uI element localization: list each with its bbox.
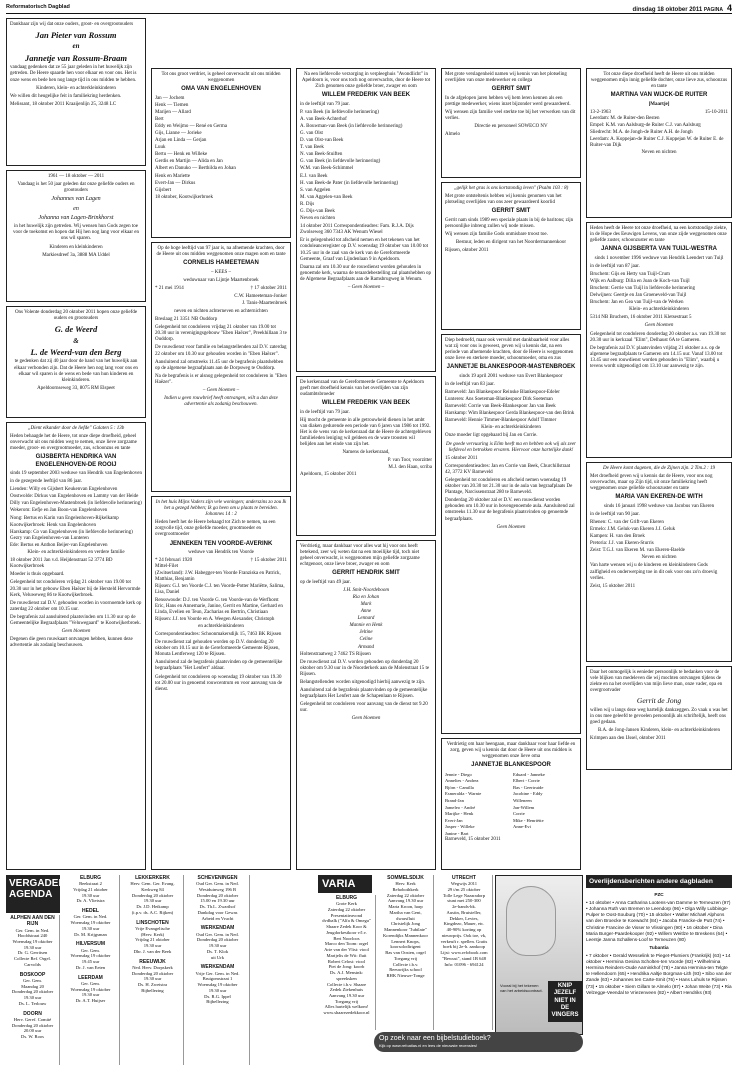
- agenda-place: WERKENDAM: [200, 964, 235, 971]
- agenda-place: HEDEL: [82, 908, 99, 915]
- list-item: Corrie: [513, 811, 525, 817]
- list-item: G. Dijs-van Beek: [300, 209, 335, 214]
- notice-ten-voorde: In het huis Mijns Vaders zijn vele woningen; anderszins zo zou Ik het u gezegd hebben; Ik ga heen om u plaats te bereiden. Johannes 14 : 2 Heden heeft het de Heere behaagd tot Zich te nemen, na een zorgvolle tijd, onze geliefde moeder, grootmoeder en overgrootmoeder JENNEKEN TEN VOORDE-AVERINK weduwe van Hendrik ten Voorde * 24 februari 1920 † 15 oktober 2011 Mittel-Filet (Zwitserland): J.W. Habegger-ten Voorde Franziska en Patrick, Matthias, Benjamin Rijssen: G.J. ten Voorde C.J. ten Voorde-Potter Mariëtte, Salima, Lisa, Daniel Rensswoude: D.J. ten Voorde G. ten Voorde-van de Werfhorst Eric, Hans en Annemarie, Janine, Gerrit en Martine, Gerhard en Linda, Evelien en Teun, Zacharias en Bertrin, Christiaan Rijssen: J.J. ten Voorde en A. Weegen Alexander, Christoph en achterkleinkinderen Correspondentieadres: Schoonmakersdijk 15, 7463 BK Rijssen De rouwdienst zal gehouden worden op D.V. donderdag 20 oktober om 10.15 uur in de Gereformeerde Gemeente Rijssen, Monuta Lentferweg 120 te Rijssen. Aansluitend zal de begrafenis plaatsvinden op de gemeentelijke begraafplaats "Het Lenfert" aldaar. Gelegenheid tot condoleren op woensdag 19 oktober van 19.30 tot 20.00 uur in genoemd rouwcentrum en voor aanvang van de dienst.: [151, 496, 291, 870]
- list-item: Bruchem: Gijs en Hetty van Tuijl-Crum: [590, 271, 670, 277]
- varia-column: UTRECHT Wegwijs 2011 29 t/m 25 oktober Tolle Lege Nazaradorp stunt met 250-300 2e-hands-bk. Austin, Bruisteller, Dekker, Levies, Kingdezo, Mauer, etc. 40-90% korting op nieuwprijs. Ook toe, vk, verkeuft r. spellen. Gratis boek bij 2e-h. aankoop Lijst: www.refobook.com "Bewust", stand 1B 648 Info: 01096 - 694124: [436, 875, 493, 1030]
- list-item: J. Tanis-Maartenbroek: [242, 300, 287, 306]
- notice-hameeteman: Op de hoge leeftijd van 97 jaar is, na afnemende krachten, door de Heere uit ons midden weggenomen onze magen oom en tante CORNELIS HAMEETEMAN – KEES – weduwnaar van Lijntje Maartenbroek * 21 mei 1914 † 17 oktober 2011 C.W. Hameeteman-Jonker J. Tanis-Maartenbroek neven en nichten achterneven en achternichten Breslaag 21 3351 NB Ouddorp Gelegenheid tot condoleren vrijdag 21 oktober van 19.00 tot 20.30 uur in verenigingsgebouw "Eben Haëzer", Preekhillaan 3 te Ouddorp. De rouwdienst voor familie en belangstellenden zal D.V. zaterdag 22 oktober om 10.30 uur gehouden worden in "Eben Haëzer". Aansluitend zal omstreeks 11.45 uur de begrafenis plaatshebben op de algemene begraafplaats aan de Dorpsweg te Ouddorp. Na de begrafenis is er alsnog gelegenheid tot condoleren in "Eben Haëzer". – Geen bloemen – Indien u geen rouwbrief heeft ontvangen, wilt u dan deze advertentie als zodanig beschouwen.: [151, 242, 291, 492]
- list-item: (Zwitserland): J.W. Habegger-ten Voorde Franziska en Patrick, Matthias, Benjamin: [155, 571, 281, 583]
- ad-slogan: KNIP JEZELF NIET IN DE VINGERS: [548, 981, 582, 1022]
- list-item: Lennard: [357, 616, 375, 622]
- list-item: Wijk en Aalburg: Dilia en Joan de Koch-van Tuijl: [590, 278, 690, 284]
- list-item: Rijssen: J.J. ten Voorde en A. Weegen Alexander, Christoph: [155, 616, 275, 622]
- agenda-place: BOSKOOP: [19, 971, 46, 978]
- list-item: Leerdam: M. de Ruiter-den Besten: [590, 115, 660, 121]
- list-item: Jameleo - André: [445, 804, 476, 810]
- paper-name: Reformatorisch Dagblad: [6, 4, 70, 10]
- list-item: Bas - Geertruide: [513, 784, 544, 790]
- list-item: Willeneen: [513, 797, 532, 803]
- agenda-place: LEERDAM: [78, 974, 103, 981]
- list-item: H. van Beek-de Pater (in liefdevolle herinnering): [300, 180, 399, 186]
- list-item: J.H. Smit-Noordeboom: [342, 587, 390, 593]
- list-item: N. van Beek-Stuiften: [300, 152, 343, 158]
- notice-smit-soweco: Met grote verslagenheid namen wij kennis van het plotseling overlijden van onze medewerker en collega GERRIT SMIT In de afgelopen jaren hebben wij hem leren kennen als een prettige medewerker, wiens inzet bijzonder werd gewaardeerd. Wij wensen zijn familie veel sterkte toe bij het verwerken van dit verlies. Directie en personeel SOWECO NV Almelo: [441, 68, 581, 178]
- agenda-column: SCHEVENINGEN Oud Ger. Gem. in Ned. Westduinweg 196 B Donderdag 20 oktober 15.00 en 19.30 uur Ds. Th.L. Zwarthof Dankdag voor Gewas Arbeid en Vrucht WERKENDAM Oud Ger. Gem. in Ned. Donderdag 20 oktober 19.30 uur Ds. T. Klok uit Urk WERKENDAM Vrije Ger. Gem. in Ned. Bruigomstraat 1 Woensdag 19 oktober 19.30 uur Ds. R.G. Ippel Bijbellezing: [186, 875, 250, 1065]
- list-item: Lunteren: Ans Soeteman-Blankespoor Dirk Soeteman: [445, 396, 553, 402]
- page-number: 4: [726, 3, 732, 13]
- notice-van-lagen: 1961 — 18 oktober — 2011 Vandaag is het 50 jaar geleden dat onze geliefde ouders en grootouders Johannes van Lagen en Johanna van Lagen-Brinkhorst in het huwelijk zijn getreden. Wij wensen hun Gods zegen toe voor de toekomst en hopen dat Hij hen nog lang voor elkaar en ons wil sparen. Kinderen en kleinkinderen Markiesdreef 3a, 3888 MA Uddel: [6, 170, 146, 302]
- list-item: T. van Beek: [300, 145, 324, 151]
- list-item: G. van Beek (in liefdevolle herinnering): [300, 159, 381, 165]
- notice-van-beek-family: Na een liefdevolle verzorging in verpleeghuis "Avondlicht" in Apeldoorn is, voor ons toch nog onverwachts, door de Heere tot Zich genomen onze geliefde broer, zwager en oom WILLEM FREDERIK VAN BEEK in de leeftijd van 79 jaar. P. van Beek (in liefdevolle herinnering) A. van Beek-Achterhof A. Bouwman-van Beek (in liefdevolle herinnering) G. van Olst D. van Olst-van Beek T. van Beek N. van Beek-Stuiften G. van Beek (in liefdevolle herinnering) W.M. van Beek-Schimmel E.J. van Beek H. van Beek-de Pater (in liefdevolle herinnering) S. van Aggelen M. van Aggelen-van Beek R. Dijs G. Dijs-van Beek Neven en nichten 14 oktober 2011 Correspondentieadres: Fam. R.J.A. Dijs Zwolseweg 360 7343 AK Wenum Wiesel Er is gelegenheid tot afscheid nemen en het tekenen van het condoleanceregister op D.V. woensdag 19 oktober van 10.00 tot 10.25 uur in de zaal van de kerk van de Gereformeerde Gemeente, Graaf van Lijndenlaan 9 in Apeldoorn. Daarna zal om 10.30 uur de rouwdienst worden gehouden in genoemde kerk, waarna de teraardebestelling zal plaatshebben op de Algemene Begraafplaats aan de Ramsbrugweg in Wenum. – Geen bloemen –: [296, 68, 436, 372]
- list-item: E.J. van Beek: [300, 173, 328, 179]
- list-item: Jacobine - Eddy: [513, 791, 543, 797]
- list-item: Anne: [360, 609, 372, 615]
- list-item: Arjan en Linda — Gerjan: [155, 138, 207, 144]
- list-item: Gerdis en Martijn — Alida en Jan: [155, 159, 223, 165]
- list-item: A. van Beek-Achterhof: [300, 116, 347, 122]
- notice-smit-koor: „gelijk het gras is ons kortstondig leven" (Psalm 103 : 8) Met grote ontsteltenis hebben wij kennis genomen van het plotseling overlijden van ons zeer gewaardeerd koorlid GERRIT SMIT Gerrit nam sinds 1989 een speciale plaats in bij de baritons; zijn persoonlijke inbreng zullen wij node missen. Wij wensen zijn familie Gods onmisbare troost toe. Bestuur, leden en dirigent van het Noordermannenkoor Rijssen, oktober 2011: [441, 182, 581, 330]
- list-item: Gijsbert: [155, 187, 172, 193]
- list-item: P. van Toor, voorzitter: [387, 458, 432, 464]
- list-item: Leerdam: A. Koppejan-de Ruiter C.J. Koppejan W. de Ruiter E. de Ruiter-van Dijk: [590, 137, 724, 149]
- list-item: M.J. den Haan, scriba: [388, 465, 432, 471]
- agenda-column: LEKKERKERK Herv. Gem. Ger. Evang. Kerkweg 84 Donderdag 20 oktober 19.30 uur Dr. J.D. Heikamp (i.p.v. ds. A.C. Rijken) LINSCHOTEN Vrije Evangelische (Herv. Kerk) Vrijdag 21 oktober 19.30 uur Dhr. J. van der Beek REEUWIJK Ned. Herv. Dorpskerk Donderdag 20 oktober 19.30 uur Ds. H. Zweistra Bijbellezing: [122, 875, 184, 1065]
- list-item: Jan — Jochem: [155, 95, 185, 101]
- list-item: Albert en Danuko — Berthilda en Johan: [155, 166, 236, 172]
- notice-van-ekeren: De Heere komt dagenen, die de Zijnen zijn. 2 Tim.2 : 19 Met droefheid geven wij u kennis dat de Heere, voor ons nog onverwachts, maar op Zijn tijd, uit onze familiekring heeft weggenomen onze geliefde schoonzuster en tante MARIA VAN EKEREN-DE WITH sinds 16 januari 1998 weduwe van Jacobus van Ekeren in de leeftijd van 90 jaar. Rhenen: C. van der Grift-van Ekeren Ermelo: J.M. Geluk-van Ekeren J.J. Geluk Kampen: H. van den Broek Pretoria: J.J. van Ekeren-Sturris Zeist: T.G.J. van Ekeren M. van Ekeren-Baelde Neven en nichten Van harte wensen wij u de kinderen en kleinkinderen Gods zalfigheid en onderwerping toe in dit ook voor ons zo'n droevig verlies. Zeist, 15 oktober 2011: [586, 462, 732, 662]
- list-item: Ermelo: J.M. Geluk-van Ekeren J.J. Geluk: [590, 526, 676, 532]
- list-item: Oostwolde: Dirkus van Engelenhoven en Lammy van der Heide: [10, 494, 139, 500]
- agenda-title: VERGADER- AGENDA: [6, 875, 60, 913]
- list-item: Marijke - Henk: [445, 811, 474, 817]
- agenda-place: LEKKERKERK: [135, 875, 170, 881]
- bijbelstudie-banner[interactable]: Op zoek naar een bijbelstudieboek? Kijk op www.refoatlas.nl en lees de nieuwste recensies!: [374, 1032, 583, 1052]
- list-item: Luuk: [155, 145, 166, 151]
- list-item: Kampen: H. van den Broek: [590, 534, 645, 540]
- notice-blankespoor-grandkids: Verdrietig om haar heengaan, maar dankbaar voor haar liefde en zorg, geven wij u kennis dat door de Heere uit ons midden is weggenomen onze lieve oma JANNETJE BLANKESPOOR Jennie - Diego Annelies - Andrea Björn - Camilla Esmeralda - Warnie Brand-Jan Jameleo - André Marijke - Henk Evert-Jan Jasper - Willeke Janine - Bart Eduard - Janneke Elbert - Corrie Bas - Geertruide Jacobine - Eddy Willeneen Jan-Willem Corrie Mike - Henriëtte Anne-Evi Barneveld, 15 oktober 2011: [441, 738, 581, 870]
- list-item: Celine: [359, 637, 373, 643]
- agenda-place: DOORN: [23, 1010, 42, 1017]
- list-item: Lienden: Willy en Gijsbert Keukenvan Engelenhoven: [10, 487, 118, 493]
- list-item: Gijs, Lianne — Jorieke: [155, 130, 202, 136]
- agenda-place: LINSCHOTEN: [136, 919, 169, 926]
- list-item: Bruchem: Gerrie van Tuijl in liefdevolle herinnering: [590, 285, 695, 291]
- list-item: Zeist: T.G.J. van Ekeren M. van Ekeren-Baelde: [590, 548, 685, 554]
- notice-van-wijck: Tot onze diepe droefheid heeft de Heere uit ons midden weggenomen mijn innig geliefde dochter, onze lieve zus, schoonzus en tante MARTINA VAN WIJCK-DE RUITER [Maartje] 13-2-1963 15-10-2011 Leerdam: M. de Ruiter-den Besten Empel: K.M. van Aalsburg-de Ruiter C.J. van Aalsburg Sliedrecht: M.A. de Jongh-de Ruiter A.H. de Jongh Leerdam: A. Koppejan-de Ruiter C.J. Koppejan W. de Ruiter E. de Ruiter-van Dijk Neven en nichten: [586, 68, 732, 218]
- list-item: A. Bouwman-van Beek (in liefdevolle herinnering): [300, 123, 403, 129]
- notice-de-jong-thanks: Daar het onmogelijk is eenieder persoonlijk te bedanken voor de vele blijken van medeleven die wij mochten ontvangen tijdens de ziekte en na het overlijden van mijn lieve man, onze vader, opa en overgrootvader Gerrit de Jong willen wij u langs deze weg hartelijk dankzeggen. Zo vaak u was het in ons mee geleefd te gevoelen persoonlijk als schriftelijk, heeft ons goed gedaan. B.A. de Jong-Jansen Kinderen, klein- en achterkleinkinderen Krimpen aan den IJssel, oktober 2011: [586, 666, 732, 770]
- varia-column: SOMMELSDIJK Herv. Kerk Rehobothkerk Zaterdag 22 oktober Aanvang 19.30 uur Marta Kroon, harp Martha van Gent, dwarsfluit Christelijk Jong Mannenkoor "Jubilate" Korendijks Mannenkoor Lennert Knops, koorsolodirigent Bas van Oosten, orgel Toegang vrij Collecte i.b.v. Reeuwijks school RHK Nieuwe-Tonge: [378, 875, 434, 1030]
- list-item: Anne-Evi: [513, 824, 531, 830]
- list-item: Eduard - Janneke: [513, 771, 545, 777]
- page-header: [6, 3, 732, 14]
- list-item: Marijen — Allard: [155, 109, 191, 115]
- list-item: Jennie - Diego: [445, 771, 472, 777]
- list-item: Mittel-Filet: [155, 564, 179, 570]
- list-item: Dilly van Engelenhoven-Mastenbroek (in liefdevolle herinnering): [10, 501, 142, 507]
- list-item: Brand-Jan: [445, 797, 464, 803]
- list-item: Pretoria: J.J. van Ekeren-Sturris: [590, 541, 654, 547]
- agenda-column: ALPHEN AAN DEN RIJN Ger. Gem. in Ned. Hoofdstraat 240 Woensdag 19 oktober 19.30 uur Dr. G. Gerritsen Collecte Ref. Orgel. Carvolds BOSKOOP Ger. Gem. Maandag 20 Donderdag 20 oktober 19.30 uur Ds. L. Terlouw DOORN Herv. Geref. Comité Donderdag 20 oktober 20.00 uur Ds. W. Roos: [6, 915, 60, 1065]
- list-item: Elbert - Corrie: [513, 778, 540, 784]
- overlijden-title: Overlijdensberichten andere dagbladen: [586, 875, 732, 888]
- list-item: Mark: [360, 601, 372, 607]
- notice-van-tuijl: Heden heeft de Heere tot onze droefheid, na een kortstondige ziekte, in de Hope des Eeuwigen Levens, van onze zijde weggenomen onze geliefde zuster, schoonzuster en tante JANNA GIJSBERTA VAN TUIJL-WESTRA sinds 1 november 1996 weduwe van Hendrik Leendert van Tuijl in de leeftijd van 87 jaar. Bruchem: Gijs en Hetty van Tuijl-Crum Wijk en Aalburg: Dilia en Joan de Koch-van Tuijl Bruchem: Gerrie van Tuijl in liefdevolle herinnering Delwijnen: Geertje en Jan Groeneveld-van Tuijl Bruchem: Jan en Gea van Tuijl-van de Werken Klein- en achterkleinkinderen 5314 NB Bruchem, 16 oktober 2011 Kletsestraat 5 Geen bloemen Gelegenheid tot condoleren donderdag 20 oktober a.s. van 19.30 tot 20.30 uur in kerkzaal "Elim", Delhaust 6A te Gameren. De begrafenis zal D.V. plaatsvinden vrijdag 21 oktober a.s. op de algemene begraafplaats te Gameren om 14.15 uur. Vanaf 13.00 tot 13.45 uur een rouwdienst worden gehouden in "Elim", waarbij u tevens wordt uitgenodigd om 13.10 uur aanwezig te zijn.: [586, 222, 732, 458]
- list-item: Bruchem: Jan en Gea van Tuijl-van de Werken: [590, 300, 684, 306]
- list-item: Eddy en Weijmo — René en Germa: [155, 123, 227, 129]
- varia-column: ELBURG Grote Kerk Zaterdag 22 oktober Presentatieavond dvdbalk ("Alfa & Omega" Shaare Zedek Koor & Jeugdorkestkoor v/l.v. Bert Noorloos Marco den Toom: orgel Arie van der Vlist: viool Marijelis de Wit: fluit Robert Celosi: viool Piet de Jong: koorb Ds. A.J. Mensink: spreeksken Collecte i.b.v. Shaare Zedek Ziekenhuis Aanvang 19.30 uur Toegang vrij Alles hartelijk welkom! www.shaarezedekkoor.nl: [318, 895, 376, 1030]
- list-item: Ria en Johan: [352, 594, 380, 600]
- list-item: G. van Olst: [300, 130, 323, 136]
- agenda-column: ELBURG Beekstraat 2 Vrijdag 21 oktober 19.30 uur Dr. A. Vlietstra HEDEL Ger. Gem. in Ned. Woensdag 19 oktober 19.30 uur Dr. M. Krijgsman HILVERSUM Ger. Gem. Woensdag 19 oktober 19.45 uur Dr. J. van Eeten LEERDAM Ger. Gem. Woensdag 19 oktober 19.30 uur Dr. A.T. Huijser: [62, 875, 120, 1065]
- agenda-place: HILVERSUM: [75, 941, 106, 948]
- list-item: Henk — Tiemen: [155, 102, 189, 108]
- agenda-place: SCHEVENINGEN: [197, 875, 238, 881]
- notice-engelenhoven: „Dient elkander door de liefde" Galaten 5 : 13b Heden behaagde het de Heere, tot onze diepe droefheid, geheel onverwacht uit ons midden weg te nemen, onze lieve zorgzame moeder, groot- en overgrootmoeder, zus, schoonzus en tante GIJSBERTA HENDRIKA VAN ENGELENHOVEN-DE ROOIJ sinds 19 september 2003 weduwe van Hendrik van Engelenhoven in de gezegende leeftijd van 86 jaar. Lienden: Willy en Gijsbert Keukenvan Engelenhoven Oostwolde: Dirkus van Engelenhoven en Lammy van der Heide Dilly van Engelenhoven-Mastenbroek (in liefdevolle herinnering) Wekerom: Eefje en Jan Boon-van Engelenhoven Nong: Bertus en Karin van Engelenhoven-Rijkelkamp Kootwijkerbroek: Henk van Engelenhoven Harskamp: Co van Engelenhoven (in liefdevolle herinnering) Gezry van Engelenhoven-van Lunteren Ede: Bertus en Anthon Beijer-van Engelenhoven Klein- en achterkleinkinderen en verdere familie 18 oktober 2011 Jan v.d. Heijdenstraat 52 3774 BD Kootwijkerbroek Moeder is thuis opgebaard. Gelegenheid tot condoleren vrijdag 21 oktober van 19.00 tot 20.30 uur in het gebouw Eben Haëzer bij de Hersteld Hervormde Kerk, Veluweweg 86 te Kootwijkerbroek. De rouwdienst zal D.V. gehouden worden in voornoemde kerk op zaterdag 22 oktober om 10.15 uur. De begrafenis zal aansluitend plaatsvinden om 11.30 uur op de Gemeentelijke Begraafplaats "Veluwegaard" te Kootwijkerbroek. Geen bloemen Degenen die geen rouwkaart ontvangen hebben, kunnen deze advertentie als zodanig beschouwen.: [6, 422, 146, 870]
- list-item: Bertu — Henk en Willeke: [155, 152, 208, 158]
- advertisement[interactable]: [495, 875, 583, 1035]
- list-item: Evert-Jan — Dirkus: [155, 180, 196, 186]
- list-item: Armand: [357, 644, 375, 650]
- agenda-place: WERKENDAM: [200, 925, 235, 932]
- list-item: Rijssen: G.J. ten Voorde C.J. ten Voorde-Potter Mariëtte, Salima, Lisa, Daniel: [155, 584, 285, 596]
- list-item: Björn - Camilla: [445, 784, 474, 790]
- list-item: S. van Aggelen: [300, 187, 331, 193]
- overlijden-list: PZC • 14 oktober • Anna Catharina Lootens-van Damme te Terneuzen (97) • Johanna Ruth van Bremen te Leendorp (96) • Olga Willy Lubbinge-Pulper te Oost-Souburg (70) • 15 oktober • Walter Michaël Alphons van den Broecke te Koewacht (84) • Jacoba Francke-de Putt (74) • Christine Francine de Visser te Vlissingen (90) • 16 oktober • Dina Maria Burger-Paardekooper (92) • Willem Weitlze te Breskens (64) • Leentje Janna Schallens-Loof te Terneuzen (80) Tubantia • 7 oktober • Gerald Wesselink te Pieget-Plumiers (Frankrijk) (63) • 14 oktober • Hermina Gesina Scholten-ten Voorde (82) • Wilhelmina Hermina Reinders-Oude Aarninkhof (78) • Janna Hermina-ten Telgte te Hellendoorn (65) • Hendrika Aaltje Borgman-Lith (93) • Sibo van der Zande (63) • Johannes ten Carte-Smit (76) • Hans Luhuls te Rijssen (73) • 15 oktober • Siem Gillam te Almelo (87) • Johan Weite (73) • Ria Velzegge-Veendal te Vriezenveen (82) • Albert Hendriks (93): [586, 892, 732, 995]
- list-item: Janine - Bart: [445, 830, 469, 836]
- list-item: D. van Olst-van Beek: [300, 138, 344, 144]
- list-item: Evert-Jan: [445, 817, 463, 823]
- ad-side-text: Vooral bij het tekenen van het arbeidscontract.: [500, 983, 543, 993]
- notice-oma-engelenhoven: Tot ons groot verdriet, is geheel onverwacht uit ons midden weggenomen OMA VAN ENGELENHOVEN Jan — Jochem Henk — Tiemen Marijen — Allard Bert Eddy en Weijmo — René en Germa Gijs, Lianne — Jorieke Arjan en Linda — Gerjan Luuk Bertu — Henk en Willeke Gerdis en Martijn — Alida en Jan Albert en Danuko — Berthilda en Johan Henk en Mariette Evert-Jan — Dirkus Gijsbert 18 oktober, Kootwijkerbroek: [151, 68, 291, 238]
- agenda-place: ALPHEN AAN DEN RIJN: [10, 915, 55, 928]
- list-item: Rhenen: C. van der Grift-van Ekeren: [590, 519, 664, 525]
- varia-title: VARIA: [318, 875, 372, 893]
- list-item: Esmeralda - Warnie: [445, 791, 482, 797]
- list-item: Kootwijkerbroek: Henk van Engelenhoven: [10, 522, 96, 528]
- agenda-place: REEUWIJK: [139, 958, 166, 965]
- list-item: Sliedrecht: M.A. de Jongh-de Ruiter A.H. de Jongh: [590, 129, 693, 135]
- list-item: Barneveld: Hennie Timmer-Blankespoor Adolf Timmer: [445, 418, 557, 424]
- list-item: M. van Aggelen-van Beek: [300, 194, 353, 200]
- list-item: Jan-Willem: [513, 804, 535, 810]
- agenda-place: ELBURG: [79, 875, 102, 881]
- notice-rossum: Dankbaar zijn wij dat onze ouders, groot- en overgrootouders Jan Pieter van Rossum en Jannetje van Rossum-Braam vandaag gedenken dat ze 55 jaar geleden in het huwelijk zijn getreden. De Heere spaarde hen voor elkaar en voor ons. Het is onze wens en bede hen nog lange tijd in ons midden te hebben. Kinderen, klein- en achterkleinkinderen We willen dit heugelijke feit in familiekring herdenken. Melissant, 18 oktober 2011 Kraaijenlijn 25, 3248 LC: [6, 18, 146, 166]
- list-item: Delwijnen: Geertje en Jan Groeneveld-van Tuijl: [590, 293, 687, 299]
- list-item: Nong: Bertus en Karin van Engelenhoven-Rijkelkamp: [10, 515, 119, 521]
- notice-blankespoor-family: Diep bedroefd, maar ook vervuld met dankbaarheid voor alles wat zij voor ons is geweest, geven wij u kennis dat, na een periode van afnemende krachten, door de Heere is weggenomen onze lieve en sterkere moeder, schoonmoeder, oma en zus JANNETJE BLANKESPOOR-MASTENBROEK sinds 19 april 2001 weduwe van Evert Blankespoor in de leeftijd van 83 jaar. Barneveld: Jan Blankespoor Reinske Blankespoor-Edeler Lunteren: Ans Soeteman-Blankespoor Dirk Soeteman Barneveld: Corrie van Beek-Blankespoor Jan van Beek Harskamp: Wim Blankespoor Gerda Blankespoor-van den Brink Barneveld: Hennie Timmer-Blankespoor Adolf Timmer Klein- en achterkleinkinderen Onze moeder ligt opgebaard bij Jan en Corrie. De goede vervuuring is Elim heeft ma en hebben ook wij als zeer liefdevol en betrokken ervaren. Hiervoor onze hartelijke dank! 15 oktober 2011 Correspondentieadres: Jan en Corrie van Beek, Churchillstraat 42, 3772 KV Barneveld Gelegenheid tot condoleren en afscheid nemen woensdag 19 oktober van 20.30 tot 21.30 uur in de aula van begraafplaats De Plantage, Narcissenstraat 280 te Barneveld. Donderdag 20 oktober zal er D.V. een rouwdienst worden gehouden om 10.30 uur in bovengenoemde aula. Aansluitend zal omstreeks 11.30 uur de begrafenis plaatsvinden op genoemde begraafplaats. Geen bloemen: [441, 334, 581, 734]
- notice-de-weerd: Ons Volente donderdag 20 oktober 2011 hopen onze geliefde ouders en grootouders G. de Weerd & L. de Weerd-van den Berg te gedenken dat zij 40 jaar door de hand van het huwelijk aan elkaar verbonden zijn. Dat de Heere hen nog lang voor ons en elkaar wil sparen is de wens en bede van hun kinderen en kleinkinderen. Apeldoornseweg 33, 8075 RM Elspeet: [6, 306, 146, 418]
- list-item: Henk en Mariette: [155, 173, 190, 179]
- list-item: W.M. van Beek-Schimmel: [300, 166, 354, 172]
- list-item: P. van Beek (in liefdevolle herinnering): [300, 109, 379, 115]
- notice-van-beek-kerkenraad: De kerkenraad van de Gereformeerde Gemeente te Apeldoorn geeft met droefheid kennis van het overlijden van zijn oudambtsbroeder WILLEM FREDERIK VAN BEEK in de leeftijd van 79 jaar. Hij mocht de gemeente in alle getrouwheid dienen in het ambt van diaken gedurende een periode van 6 jaren van 1986 tot 1992. Het is de wens van de kerkenraad dat de Heere de achtergebleven familieleden leniging wil geldeen en de ware troosten wil belijden aan het einde van zijn het. Namens de kerkenraad, P. van Toor, voorzitter M.J. den Haan, scriba Apeldoorn, 15 oktober 2011: [296, 376, 436, 536]
- list-item: Barneveld: Corrie van Beek-Blankespoor Jan van Beek: [445, 404, 556, 410]
- list-item: Rensswoude: D.J. ten Voorde G. ten Voorde-van de Werfhorst Eric, Hans en Annemarie, Janine, Gerrit en Martine, Gerhard en Linda, Evelien en Teun, Zacharias en Bertrin, Christiaan: [155, 597, 283, 615]
- list-item: Ede: Bertus en Anthon Beijer-van Engelenhoven: [10, 542, 108, 548]
- list-item: Harskamp: Co van Engelenhoven (in liefdevolle herinnering) Gezry van Engelenhoven-van Lunteren: [10, 529, 133, 541]
- page-date: dinsdag 18 oktober 2011 PAGINA 4: [632, 3, 732, 13]
- list-item: Bert: [155, 116, 164, 122]
- list-item: Annelies - Andrea: [445, 778, 479, 784]
- list-item: Wekerom: Eefje en Jan Boon-van Engelenhoven: [10, 508, 108, 514]
- list-item: Harskamp: Wim Blankespoor Gerda Blankespoor-van den Brink: [445, 411, 575, 417]
- list-item: Jasper - Willeke: [445, 824, 475, 830]
- list-item: Empel: K.M. van Aalsburg-de Ruiter C.J. van Aalsburg: [590, 122, 701, 128]
- list-item: R. Dijs: [300, 201, 315, 207]
- portrait-photo: [506, 886, 556, 956]
- list-item: Barneveld: Jan Blankespoor Reinske Blankespoor-Edeler: [445, 389, 560, 395]
- list-item: C.W. Hameeteman-Jonker: [234, 293, 287, 299]
- list-item: Mike - Henriëtte: [513, 817, 544, 823]
- list-item: Jeltine: [359, 630, 373, 636]
- list-item: Mannie en Henk: [349, 623, 383, 629]
- notice-smit-family: Verdrietig, maar dankbaar voor alles wat hij voor ons heeft betekend, zeer wij weten dat na een moeilijke tijd, toch niet geheel onverwacht, is weggenomen mijn geliefde zorgzame echtgenoot, onze lieve broer, zwager en oom GERRIT HENDRIK SMIT op de leeftijd van 49 jaar. J.H. Smit-Noordeboom Ria en Johan Mark Anne Lennard Mannie en Henk Jeltine Celine Armand Holtenstraatweg 2 7462 TS Rijssen De rouwdienst zal D.V. worden gehouden op donderdag 20 oktober om 9.30 uur in de Noorderkerk aan de Molenstraat 15 te Rijssen. Belangstellenden worden uitgenodigd hierbij aanwezig te zijn. Aansluitend zal de begrafenis plaatsvinden op de gemeentelijke begraafplaats Het Lenfert aan de Schapenlaan te Rijssen. Gelegenheid tot condoleren voor aanvang van de dienst tot 9.20 uur. Geen bloemen: [296, 540, 436, 870]
